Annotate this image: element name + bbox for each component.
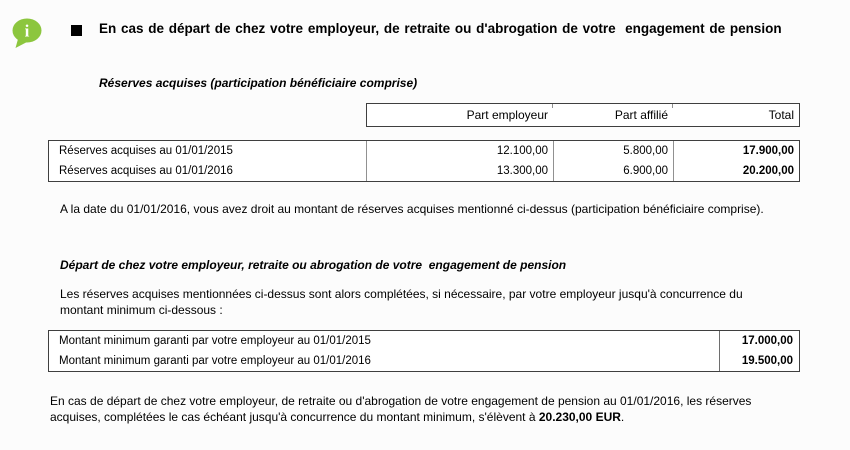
- reserves-note-paragraph: A la date du 01/01/2016, vous avez droit au montant de réserves acquises mentionné ci-dessus (participation bénéficiaire comprise).: [60, 202, 764, 216]
- row-label: Montant minimum garanti par votre employeur au 01/01/2016: [59, 355, 371, 367]
- final-amount: 20.230,00 EUR: [538, 409, 621, 424]
- cell-part-employeur: 13.300,00: [366, 161, 553, 181]
- conclusion-period: .: [620, 409, 625, 424]
- table-row: [49, 351, 799, 371]
- column-header-part-employeur: Part employeur: [466, 108, 548, 122]
- conclusion-paragraph: [50, 394, 796, 425]
- info-speech-bubble-icon: [11, 18, 43, 50]
- cell-part-affilie: 5.800,00: [553, 141, 673, 161]
- table-row: [49, 161, 799, 181]
- cell-part-employeur: 12.100,00: [366, 141, 553, 161]
- reserves-table: [48, 140, 800, 182]
- reserves-table-header: [366, 103, 800, 127]
- cell-total: 20.200,00: [673, 161, 799, 181]
- conclusion-text: En cas de départ de chez votre employeur, de retraite ou d'abrogation de votre engagement de pension au 01/01/2016, les réserves acquises, complétées le cas échéant jusqu'à concurrence du montant minimum, s'élèvent à: [50, 394, 752, 424]
- row-label: Réserves acquises au 01/01/2016: [59, 165, 233, 177]
- section2-intro-paragraph: Les réserves acquises mentionnées ci-dessus sont alors complétées, si nécessaire, par votre employeur jusqu'à concurrence du montant minimum ci-dessous :: [60, 287, 743, 317]
- row-label: Montant minimum garanti par votre employeur au 01/01/2015: [59, 335, 371, 347]
- cell-minimum-amount: 19.500,00: [719, 351, 799, 371]
- page-title: En cas de départ de chez votre employeur, de retraite ou d'abrogation de votre engagement de pension: [99, 21, 782, 36]
- column-header-part-affilie: Part affilié: [614, 108, 668, 122]
- minimum-guarantee-table: [48, 330, 800, 372]
- info-speech-bubble-svg: [11, 18, 43, 50]
- row-label: Réserves acquises au 01/01/2015: [59, 145, 233, 157]
- cell-total: 17.900,00: [673, 141, 799, 161]
- table-row: [49, 331, 799, 351]
- section2-subtitle: Départ de chez votre employeur, retraite ou abrogation de votre engagement de pension: [60, 258, 567, 272]
- square-bullet-icon: [71, 25, 82, 36]
- cell-minimum-amount: 17.000,00: [719, 331, 799, 351]
- header-divider-nub: [672, 104, 673, 108]
- cell-part-affilie: 6.900,00: [553, 161, 673, 181]
- table-row: [49, 141, 799, 161]
- column-header-total: Total: [768, 108, 794, 122]
- svg-text:i: i: [24, 21, 30, 41]
- section1-subtitle: Réserves acquises (participation bénéficiaire comprise): [99, 76, 418, 90]
- header-divider-nub: [552, 104, 553, 108]
